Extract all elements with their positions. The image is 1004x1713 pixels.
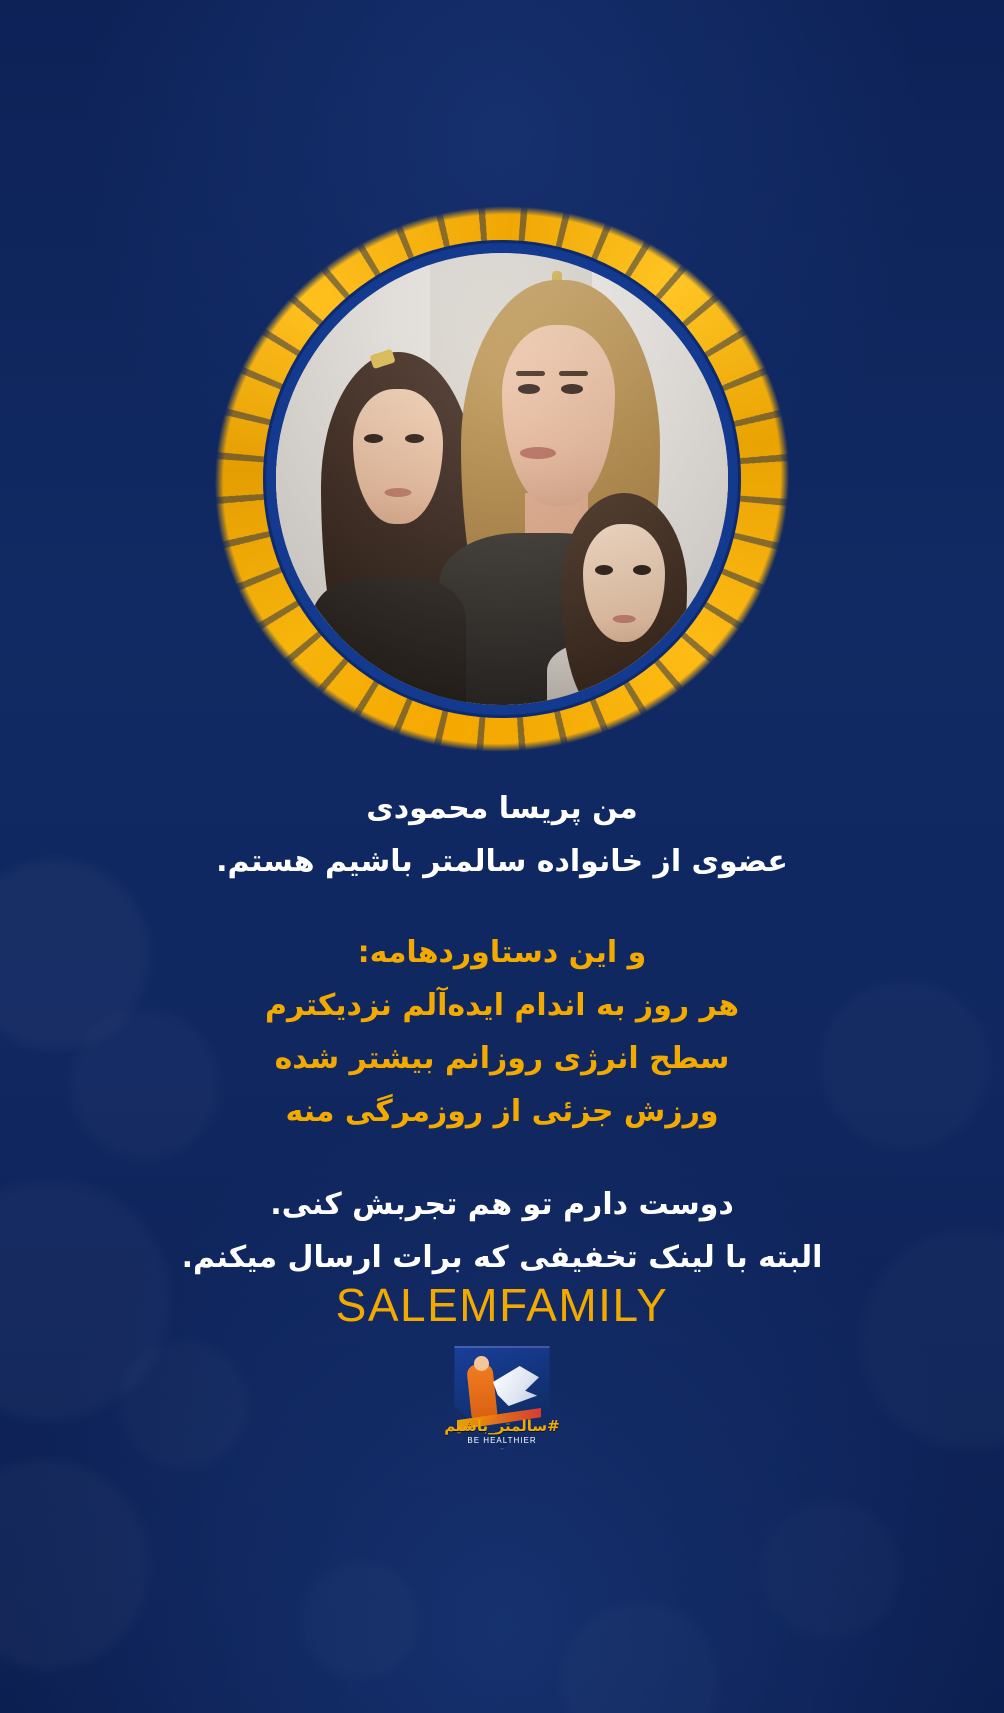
logo-tagline [441,1418,563,1445]
background-bokeh-dot [0,1460,150,1670]
salem-family-logo [443,1346,561,1472]
achievement-item-3: ورزش جزئی از روزمرگی منه [285,1094,719,1129]
toddler-eye-right [633,565,651,575]
mother-eyebrow-right [559,371,588,377]
logo-tagline-fa: #سالمتر_باشیم [444,1417,560,1435]
spacer [60,888,944,926]
girl-eye-left [364,434,383,443]
brand-name: SALEMFAMILY [335,1279,669,1331]
mother-lips [520,447,556,459]
spacer [60,1138,944,1178]
achievement-item-1: هر روز به اندام ایده‌آلم نزدیکترم [264,988,740,1023]
background-bokeh-dot [760,1500,900,1640]
brand-block [0,1278,1004,1472]
cta-line-2: البته با لینک تخفیفی که برات ارسال میکنم. [181,1240,823,1275]
cta-line-1: دوست دارم تو هم تجربش کنی. [270,1187,734,1222]
achievement-item-2: سطح انرژی روزانم بیشتر شده [274,1041,730,1076]
family-photo [276,253,728,705]
achievements-heading: و این دستاوردهامه: [357,935,647,970]
background-bokeh-dot [300,1560,420,1680]
intro-line-2: عضوی از خانواده سالمتر باشیم هستم. [216,844,788,879]
runner-head-icon [474,1356,489,1371]
mother-eyebrow-left [516,371,545,377]
testimonial-text [0,782,1004,1284]
toddler-lips [613,615,636,623]
portrait-medallion [198,198,806,760]
intro-line-1: من پریسا محمودی [366,791,638,826]
logo-tagline-en: BE HEALTHIER [467,1436,537,1445]
girl-body [312,578,466,705]
toddler-eye-left [595,565,613,575]
girl-eye-right [405,434,424,443]
background-bokeh-dot [560,1600,720,1713]
girl-lips [384,488,411,497]
